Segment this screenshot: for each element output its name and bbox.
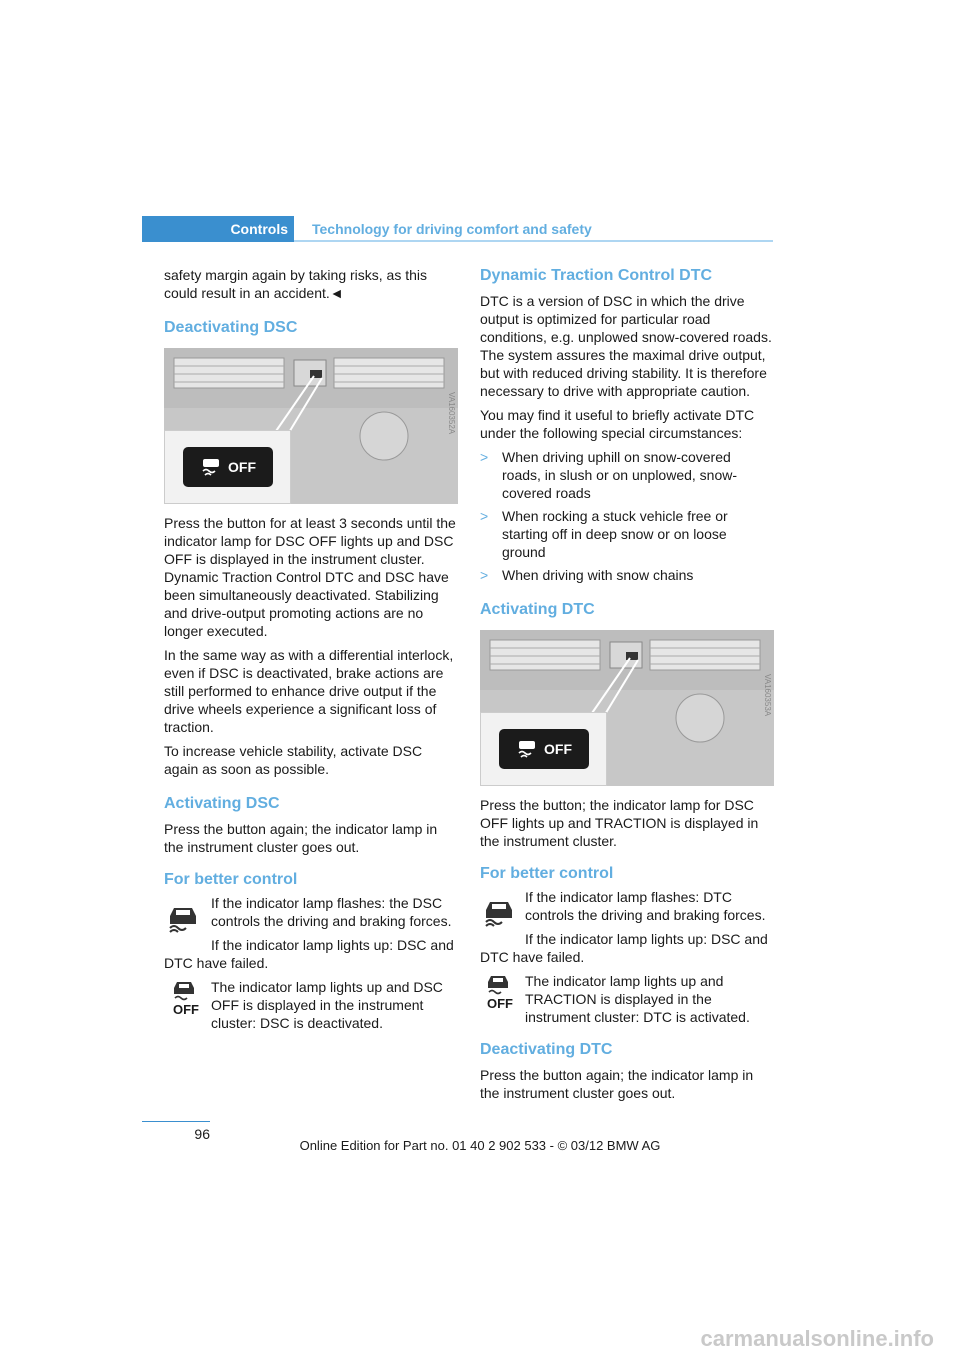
deactivate-dtc-text: Press the button again; the indicator lamp in the instrument cluster goes out. (480, 1067, 754, 1101)
lights-text: If the indicator lamp lights up: DSC and DTC have failed. (480, 931, 768, 965)
dtc-circumstances: You may find it useful to briefly activate DTC under the following special circumstances: (480, 407, 755, 441)
off-block (164, 978, 456, 1032)
header-rule (294, 240, 773, 242)
traction-text: The indicator lamp lights up and TRACTION is displayed in the instrument cluster: DTC is activated. (525, 973, 750, 1025)
flash-block (164, 894, 456, 972)
car-skid-icon (200, 457, 222, 477)
dsc-off-icon (172, 980, 198, 1002)
left-column (164, 266, 456, 1038)
page-header (142, 216, 773, 242)
flash-text: If the indicator lamp flashes: the DSC controls the driving and braking forces. (211, 895, 452, 929)
dtc-description: DTC is a version of DSC in which the drive output is optimized for particular road conditions, e.g. unplowed snow-covered roads. The system assures the maximal drive output, but with reduced driving stability. It is therefore necessary to drive with appropriate caution. (480, 293, 772, 399)
better-control-heading: For better control (164, 871, 298, 888)
icon-off-text: OFF (487, 996, 513, 1011)
button-inset (164, 430, 291, 504)
flash-text: If the indicator lamp flashes: DTC controls the driving and braking forces. (525, 889, 766, 923)
activating-dtc-heading: Activating DTC (480, 601, 595, 618)
car-skid-icon (516, 739, 538, 759)
dtc-heading: Dynamic Traction Control DTC (480, 267, 713, 284)
traction-block (480, 972, 772, 1026)
header-section: Controls (142, 216, 294, 242)
deactivating-dsc-heading: Deactivating DSC (164, 319, 298, 336)
edition-footer: Online Edition for Part no. 01 40 2 902 533 - © 03/12 BMW AG (299, 1138, 661, 1153)
stability-text: To increase vehicle stability, activate DSC again as soon as possible. (164, 743, 423, 777)
activate-dtc-text: Press the button; the indicator lamp for DSC OFF lights up and TRACTION is displayed in the instrument cluster. (480, 797, 759, 849)
activating-dsc-heading: Activating DSC (164, 795, 280, 812)
activate-dsc-text: Press the button again; the indicator lamp in the instrument cluster goes out. (164, 821, 438, 855)
bullet-icon: > (480, 449, 489, 465)
dsc-car-icon (482, 898, 516, 928)
list-item: > When driving with snow chains (480, 567, 694, 583)
lights-text: If the indicator lamp lights up: DSC and DTC have failed. (164, 937, 454, 971)
off-label: OFF (544, 741, 572, 757)
off-label: OFF (228, 459, 256, 475)
header-chapter: Technology for driving comfort and safety (312, 221, 592, 237)
figure-code: VA160353A (763, 674, 772, 717)
better-control-heading: For better control (480, 865, 614, 882)
right-column (480, 266, 772, 1108)
dtc-button-figure (480, 630, 774, 786)
page-number-rule (142, 1121, 210, 1122)
deactivating-dtc-heading: Deactivating DTC (480, 1041, 613, 1058)
watermark: carmanualsonline.info (700, 1326, 934, 1351)
list-item: > When rocking a stuck vehicle free or starting off in deep snow or on loose ground (480, 508, 728, 560)
page-number: 96 (194, 1126, 210, 1142)
list-item: > When driving uphill on snow-covered roads, in slush or on unplowed, snow-covered roads (480, 449, 738, 501)
deactivate-instructions: Press the button for at least 3 seconds until the indicator lamp for DSC OFF lights up and DSC OFF is displayed in the instrument cluster. Dynamic Traction Control DTC and DSC have been simultaneously deactivated. Stabilizing and drive-output promoting actions are no longer executed. (164, 515, 456, 639)
figure-code: VA160352A (447, 392, 456, 435)
bullet-icon: > (480, 567, 489, 583)
bullet-icon: > (480, 508, 489, 524)
differential-text: In the same way as with a differential interlock, even if DSC is deactivated, brake actions are still performed to enhance drive output if the drive wheels experience a significant loss of traction. (164, 647, 454, 735)
dsc-off-icon (486, 974, 512, 996)
dtc-off-button (499, 729, 589, 769)
flash-block (480, 888, 772, 966)
dsc-off-text: The indicator lamp lights up and DSC OFF is displayed in the instrument cluster: DSC is deactivated. (211, 979, 443, 1031)
dsc-off-button (183, 447, 273, 487)
button-inset (480, 712, 607, 786)
intro-text: safety margin again by taking risks, as this could result in an accident.◄ (164, 267, 428, 301)
icon-off-text: OFF (173, 1002, 199, 1017)
dsc-car-icon (166, 904, 200, 934)
dsc-button-figure (164, 348, 458, 504)
